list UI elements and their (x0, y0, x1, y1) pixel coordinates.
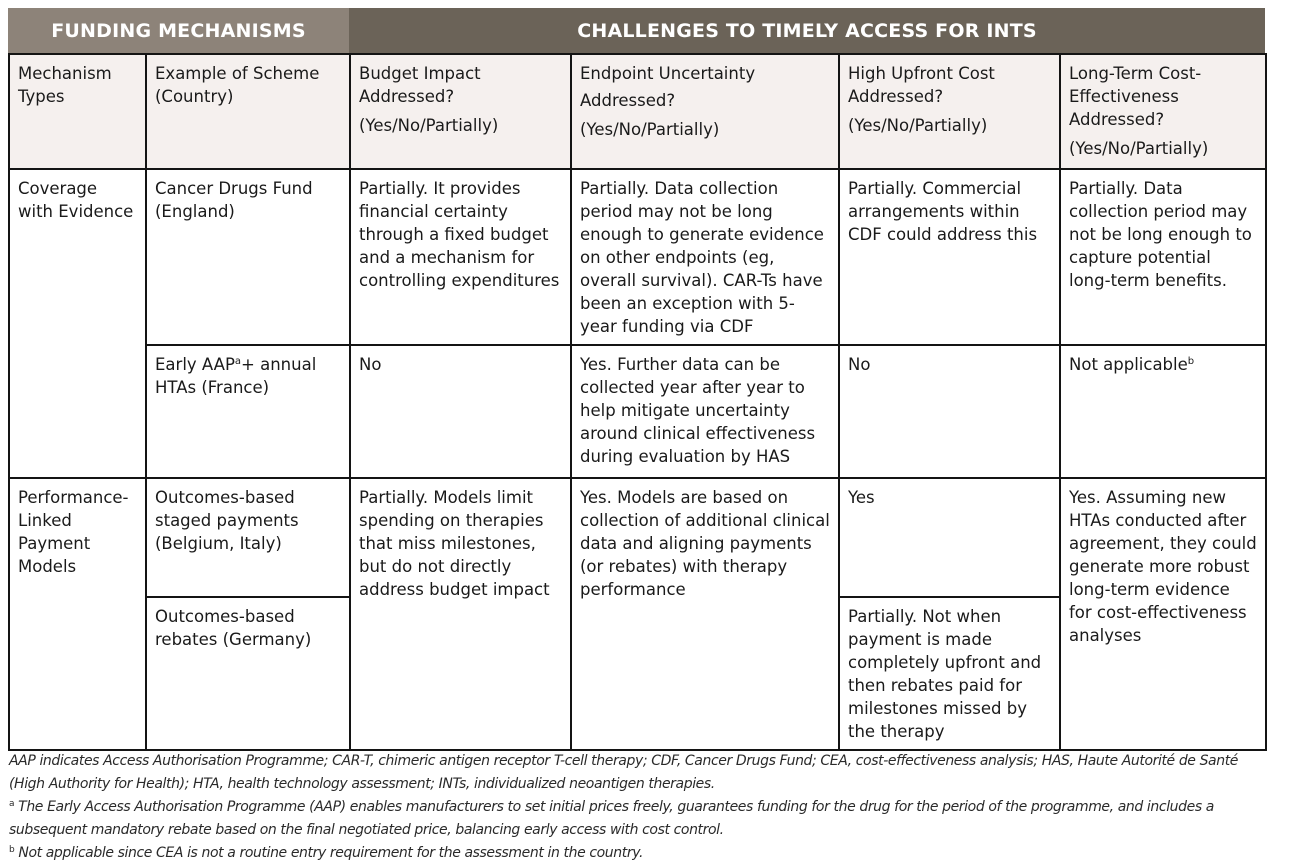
budget-cell: No (350, 345, 571, 478)
upfront-cell: Yes (839, 478, 1060, 597)
footnote-marker-a: a (234, 356, 242, 367)
header-label: (Country) (155, 87, 234, 106)
table-row (9, 478, 1266, 597)
column-header-row (9, 54, 1266, 169)
header-label: Example of Scheme (155, 64, 320, 83)
scheme-cell (146, 345, 350, 478)
budget-cell: Partially. It provides financial certainty through a fixed budget and a mechanism for controlling expenditures (350, 169, 571, 345)
header-example-scheme (146, 54, 350, 169)
scheme-text: + annual HTAs (France) (155, 355, 317, 397)
mechanism-performance-linked: Performance-Linked Payment Models (9, 478, 146, 750)
header-sublabel: (Yes/No/Partially) (359, 116, 499, 135)
upfront-cell: No (839, 345, 1060, 478)
header-label: Addressed? (848, 87, 944, 106)
header-label: Addressed? (359, 87, 455, 106)
longterm-text: Not applicable (1069, 355, 1188, 374)
footnote-b-marker: b (9, 845, 15, 855)
footnote-a (9, 796, 1274, 842)
table-banner (8, 8, 1265, 53)
endpoint-cell: Partially. Data collection period may not be long enough to generate evidence on other endpoints (eg, overall survival). CAR-Ts have been an exception with 5-year funding via CDF (571, 169, 839, 345)
header-label: Long-Term Cost-Effectiveness (1069, 64, 1202, 106)
footnote-marker-b: b (1187, 356, 1195, 367)
footnote-b (9, 842, 1274, 865)
header-sublabel: (Yes/No/Partially) (580, 120, 720, 139)
header-label: Endpoint Uncertainty (580, 64, 756, 83)
footnote-b-text: Not applicable since CEA is not a routine entry requirement for the assessment in the country. (14, 845, 644, 861)
header-label: Addressed? (580, 91, 676, 110)
table-footnotes (9, 750, 1274, 865)
budget-cell: Partially. Models limit spending on therapies that miss milestones, but do not directly address budget impact (350, 478, 571, 750)
scheme-text: Early AAP (155, 355, 235, 374)
funding-mechanisms-table (8, 53, 1267, 751)
scheme-cell: Outcomes-based staged payments (Belgium, Italy) (146, 478, 350, 597)
header-label: High Upfront Cost (848, 64, 995, 83)
footnote-a-text: The Early Access Authorisation Programme (AAP) enables manufacturers to set initial prices freely, guarantees funding for the drug for the period of the programme, and includes a subsequent mandatory rebate based on the final negotiated price, balancing early access with cost control. (9, 799, 1214, 838)
header-label: Budget Impact (359, 64, 481, 83)
header-sublabel: (Yes/No/Partially) (1069, 139, 1209, 158)
longterm-cell: Yes. Assuming new HTAs conducted after agreement, they could generate more robust long-term evidence for cost-effectiveness analyses (1060, 478, 1266, 750)
header-high-upfront-cost (839, 54, 1060, 169)
header-sublabel: (Yes/No/Partially) (848, 116, 988, 135)
header-budget-impact (350, 54, 571, 169)
scheme-cell: Cancer Drugs Fund (England) (146, 169, 350, 345)
upfront-cell: Partially. Not when payment is made completely upfront and then rebates paid for milestones missed by the therapy (839, 597, 1060, 750)
longterm-cell (1060, 345, 1266, 478)
header-long-term-cost-effectiveness (1060, 54, 1266, 169)
table-row (9, 345, 1266, 478)
header-label: Mechanism Types (18, 64, 112, 106)
funding-mechanisms-heading: FUNDING MECHANISMS (8, 8, 349, 53)
scheme-cell: Outcomes-based rebates (Germany) (146, 597, 350, 750)
table-row (9, 169, 1266, 345)
challenges-heading: CHALLENGES TO TIMELY ACCESS FOR INTS (349, 8, 1265, 53)
header-endpoint-uncertainty (571, 54, 839, 169)
footnote-a-marker: a (9, 799, 15, 809)
upfront-cell: Partially. Commercial arrangements within CDF could address this (839, 169, 1060, 345)
mechanism-coverage-with-evidence: Coverage with Evidence (9, 169, 146, 478)
header-label: Addressed? (1069, 110, 1165, 129)
abbreviations-note: AAP indicates Access Authorisation Programme; CAR-T, chimeric antigen receptor T-cell therapy; CDF, Cancer Drugs Fund; CEA, cost-effectiveness analysis; HAS, Haute Autorité de Santé (High Authority for Health); HTA, health technology assessment; INTs, individualized neoantigen therapies. (9, 753, 1239, 792)
endpoint-cell: Yes. Further data can be collected year after year to help mitigate uncertainty around clinical effectiveness during evaluation by HAS (571, 345, 839, 478)
endpoint-cell: Yes. Models are based on collection of additional clinical data and aligning payments (or rebates) with therapy performance (571, 478, 839, 750)
longterm-cell: Partially. Data collection period may not be long enough to capture potential long-term benefits. (1060, 169, 1266, 345)
header-mechanism-types (9, 54, 146, 169)
